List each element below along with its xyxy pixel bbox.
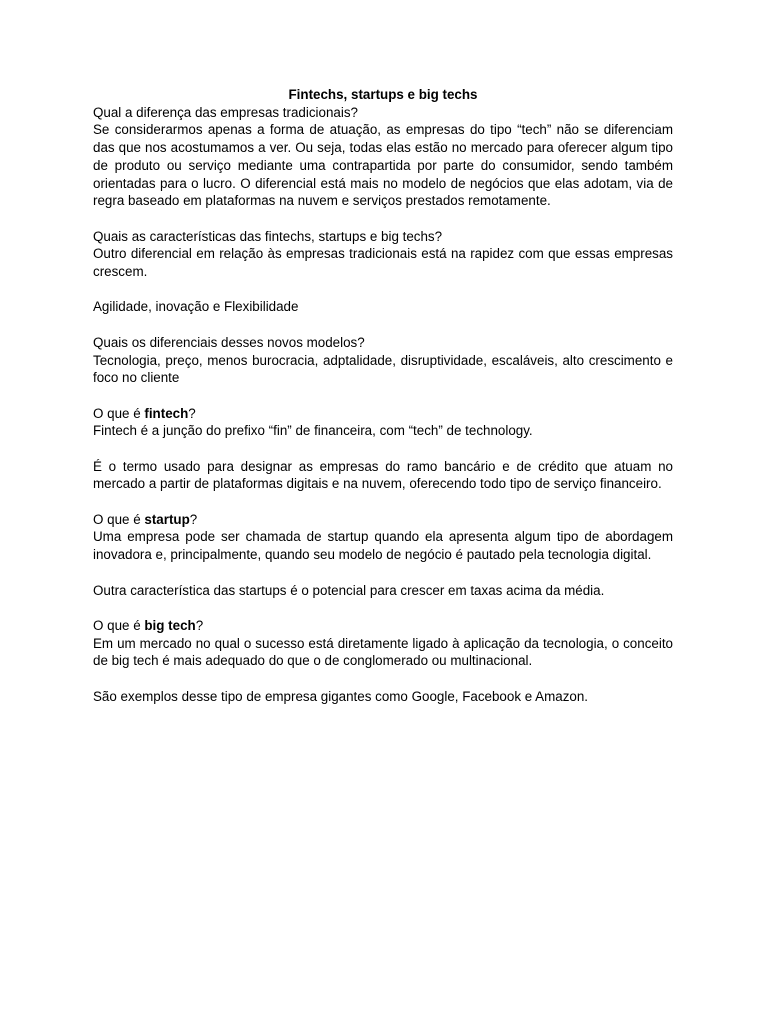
- question-startup: [93, 511, 673, 529]
- answer-big-tech-definition: Em um mercado no qual o sucesso está diretamente ligado à aplicação da tecnologia, o conceito de big tech é mais adequado do que o de conglomerado ou multinacional.: [93, 635, 673, 669]
- answer-startup-definition: Uma empresa pode ser chamada de startup quando ela apresenta algum tipo de abordagem inovadora e, principalmente, quando seu modelo de negócio é pautado pela tecnologia digital.: [93, 529, 673, 563]
- question-differentials: Quais os diferenciais desses novos modelos?: [93, 334, 365, 350]
- answer-fintech-definition: Fintech é a junção do prefixo “fin” de financeira, com “tech” de technology.: [93, 423, 533, 439]
- paragraph-gap: [93, 670, 673, 688]
- agility-line: Agilidade, inovação e Flexibilidade: [93, 299, 299, 315]
- paragraph-gap: [93, 281, 673, 299]
- question-fintech: [93, 405, 673, 423]
- answer-traditional-companies: Se considerarmos apenas a forma de atuação, as empresas do tipo “tech” não se diferenciam das que nos acostumamos a ver. Ou seja, todas elas estão no mercado para oferecer algum tipo de produto ou serviço mediante uma contrapartida por parte do consumidor, sendo também orientadas para o lucro. O diferencial está mais no modelo de negócios que elas adotam, via de regra baseado em plataformas na nuvem e serviços prestados remotamente.: [93, 122, 673, 209]
- question-suffix: ?: [189, 511, 198, 527]
- question-suffix: ?: [195, 617, 204, 633]
- question-prefix: O que é: [93, 617, 145, 633]
- paragraph-gap: [93, 316, 673, 334]
- answer-characteristics: Outro diferencial em relação às empresas tradicionais está na rapidez com que essas empresas crescem.: [93, 246, 673, 280]
- question-traditional-companies: Qual a diferença das empresas tradicionais?: [93, 104, 358, 120]
- answer-differentials: Tecnologia, preço, menos burocracia, adptalidade, disruptividade, escaláveis, alto crescimento e foco no cliente: [93, 352, 673, 386]
- answer-fintech-usage: É o termo usado para designar as empresas do ramo bancário e de crédito que atuam no mercado a partir de plataformas digitais e na nuvem, oferecendo todo tipo de serviço financeiro.: [93, 458, 673, 492]
- fintech-term: fintech: [144, 405, 189, 421]
- question-prefix: O que é: [93, 511, 145, 527]
- paragraph-gap: [93, 440, 673, 458]
- question-characteristics: Quais as características das fintechs, startups e big techs?: [93, 228, 443, 244]
- big-tech-term: big tech: [144, 617, 196, 633]
- document-title: Fintechs, startups e big techs: [288, 87, 478, 102]
- paragraph-gap: [93, 387, 673, 405]
- question-big-tech: [93, 617, 673, 635]
- paragraph-gap: [93, 599, 673, 617]
- answer-big-tech-examples: São exemplos desse tipo de empresa gigantes como Google, Facebook e Amazon.: [93, 688, 589, 704]
- paragraph-gap: [93, 210, 673, 228]
- startup-term: startup: [144, 511, 190, 527]
- paragraph-gap: [93, 493, 673, 511]
- paragraph-gap: [93, 564, 673, 582]
- document-page: [93, 86, 673, 705]
- question-suffix: ?: [188, 405, 196, 421]
- answer-startup-growth: Outra característica das startups é o potencial para crescer em taxas acima da média.: [93, 582, 605, 598]
- question-prefix: O que é: [93, 405, 145, 421]
